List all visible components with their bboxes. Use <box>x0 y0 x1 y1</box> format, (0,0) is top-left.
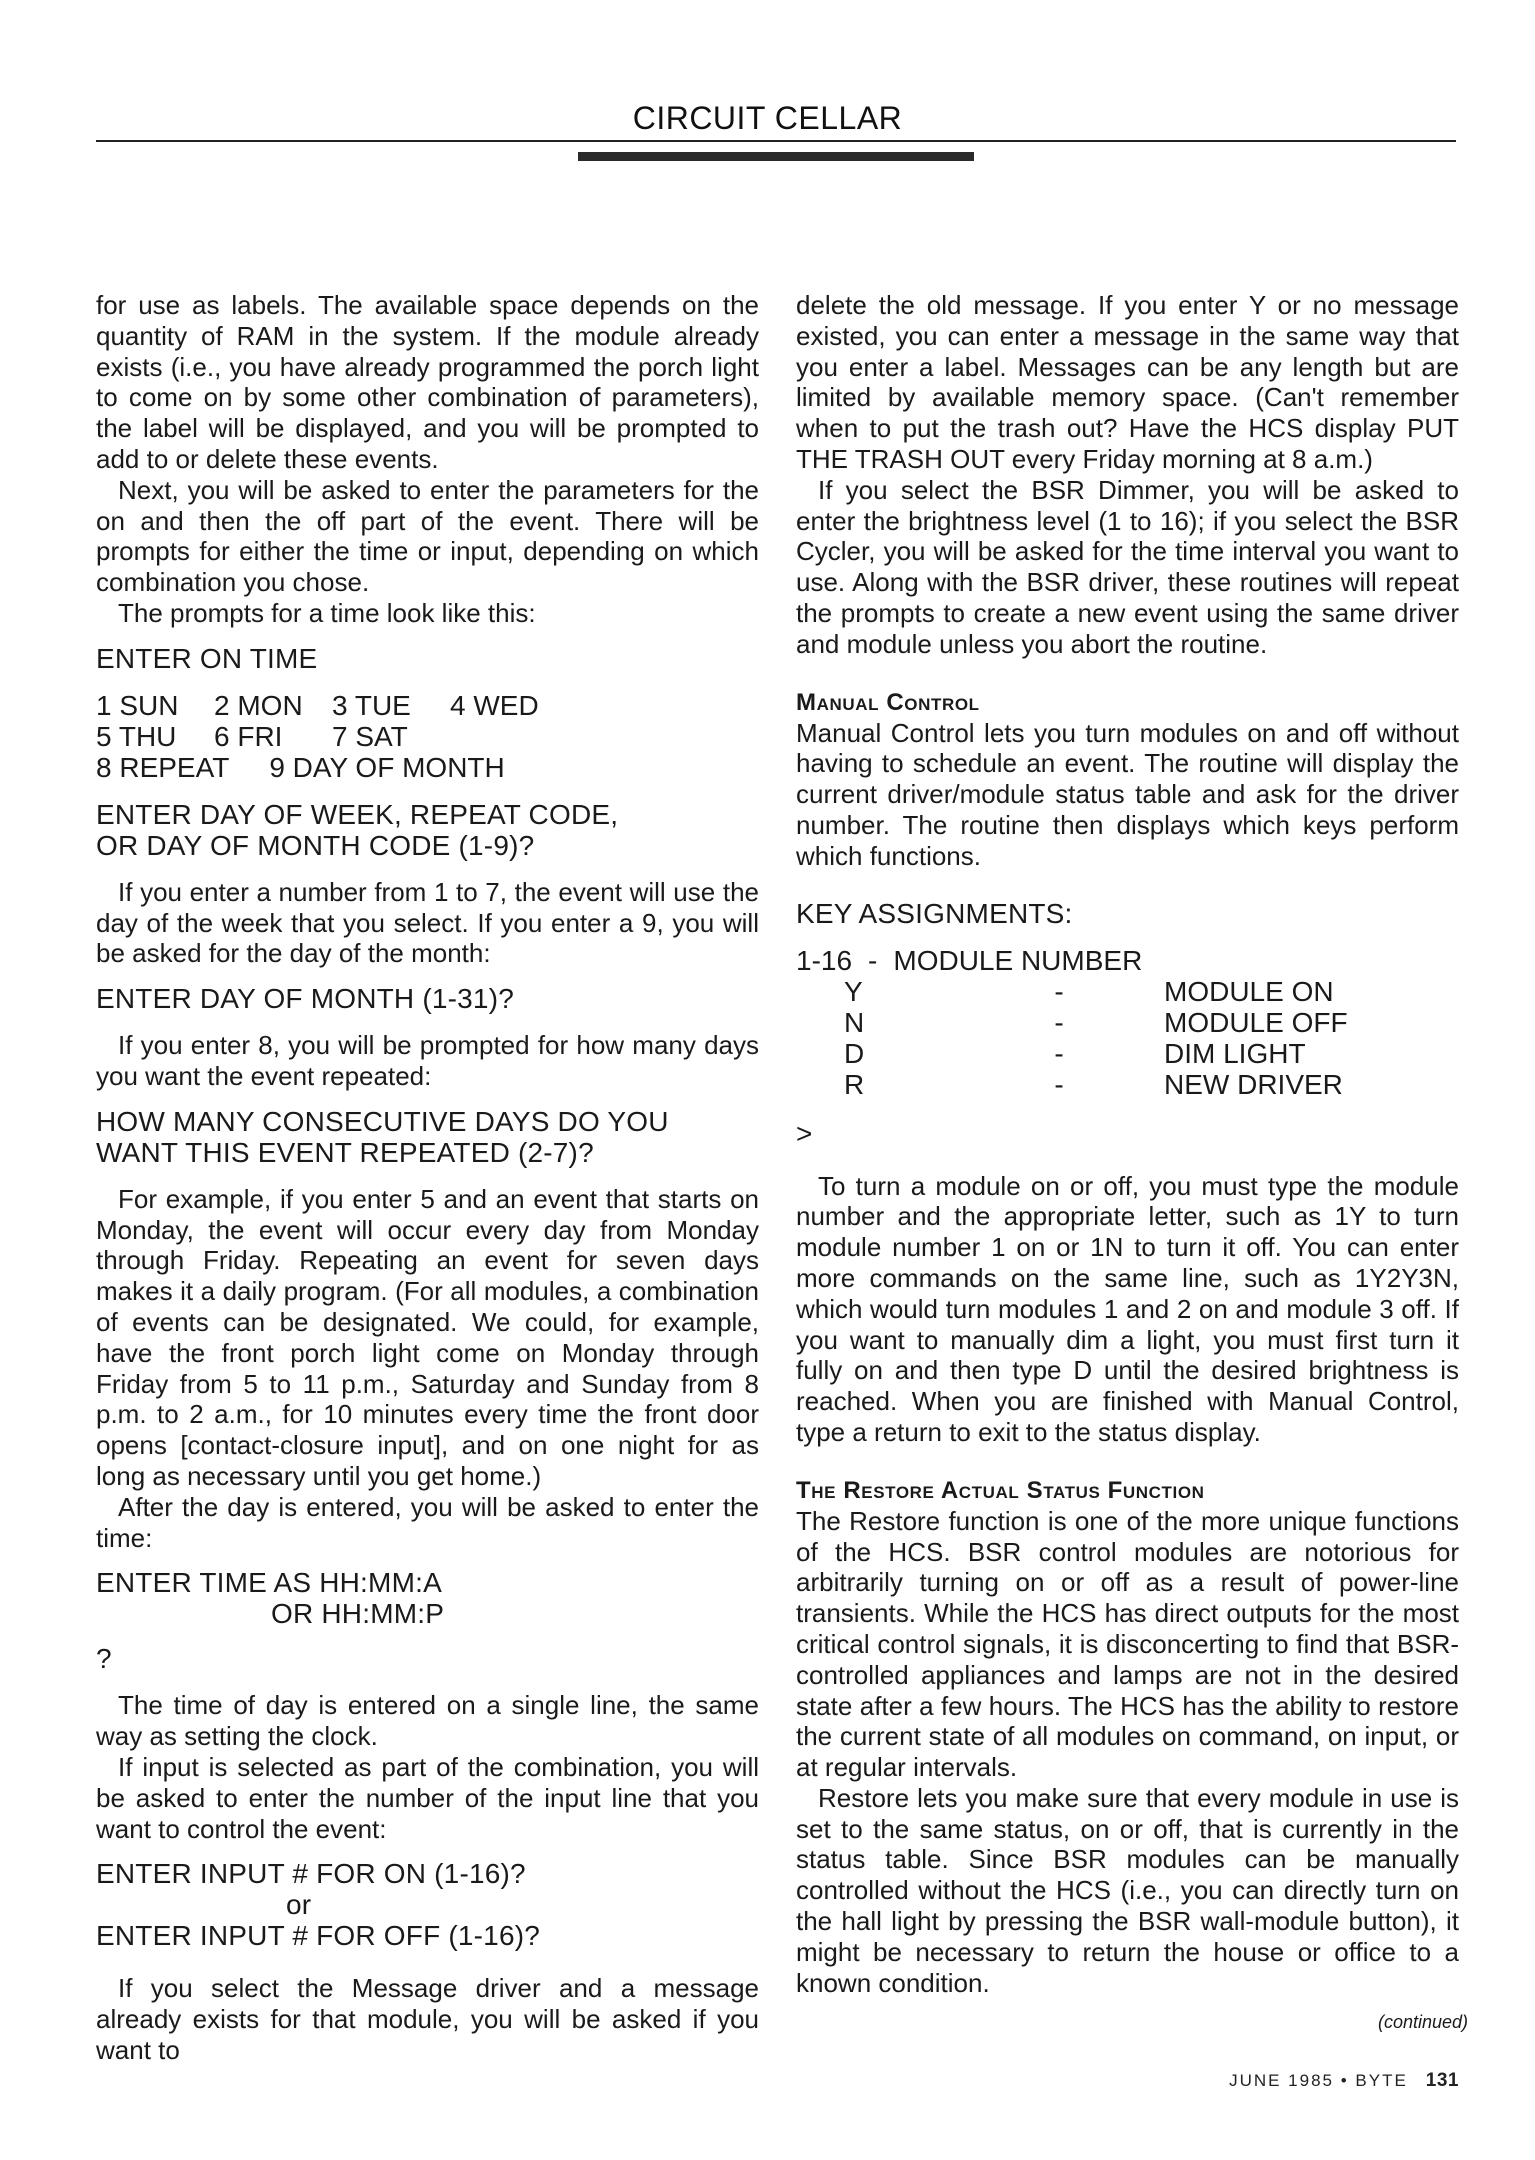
issue-line: JUNE 1985 • BYTE <box>1229 2071 1408 2090</box>
paragraph: For example, if you enter 5 and an event that starts on Monday, the event will occur every day from Monday through Friday. Repeating an event for seven days makes it a daily program. (For all modules, a combination of events can be designated. We could, for example, have the front porch light come on Monday through Friday from 5 to 11 p.m., Saturday and Sunday from 8 p.m. to 2 a.m., for 10 minutes every time the front door opens [contact-closure input], and on one night for as long as necessary until you get home.) <box>96 1183 759 1491</box>
paragraph: If you select the BSR Dimmer, you will be asked to enter the brightness level (1 to 16); if you select the BSR Cycler, you will be asked for the time interval you want to use. Along with the BSR driver, these routines will repeat the prompts to create a new event using the same driver and module unless you abort the routine. <box>796 474 1459 659</box>
day-option: 7 SAT <box>332 720 408 752</box>
header-rule <box>96 140 1456 142</box>
paragraph: The time of day is entered on a single line, the same way as setting the clock. <box>96 1690 759 1752</box>
prompt-day-of-month: ENTER DAY OF MONTH (1-31)? <box>96 983 514 1015</box>
day-option: 1 SUN <box>96 689 179 721</box>
paragraph: Next, you will be asked to enter the parameters for the on and then the off part of the event. There will be prompts for either the time or input, depending on which combination you chose. <box>96 474 759 598</box>
day-option: 2 MON <box>214 689 303 721</box>
paragraph: Restore lets you make sure that every module in use is set to the same status, on or off, that is currently in the status table. Since BSR modules can be manually controlled without the HCS (i.e., you can directly turn on the hall light by pressing the BSR wall-module button), it might be necessary to return the house or office to a known condition. <box>796 1782 1459 1998</box>
key-row: D - DIM LIGHT <box>844 1037 1306 1069</box>
header-bar <box>578 152 974 161</box>
paragraph: Manual Control lets you turn modules on and off without having to schedule an event. The routine will display the current driver/module status table and ask for the driver number. The routine then displays which keys perform which functions. <box>796 717 1459 871</box>
paragraph: delete the old message. If you enter Y or no message existed, you can enter a message in the same way that you enter a label. Messages can be any length but are limited by available memory space. (Can't remember when to put the trash out? Have the HCS display PUT THE TRASH OUT every Friday morning at 8 a.m.) <box>796 290 1459 474</box>
section-heading: The Restore Actual Status Function <box>796 1476 1205 1504</box>
command-prompt: > <box>796 1117 813 1149</box>
day-option: 5 THU <box>96 720 177 752</box>
day-option: 6 FRI <box>214 720 283 752</box>
left-column <box>96 290 759 2066</box>
paragraph: for use as labels. The available space depends on the quantity of RAM in the system. If the module already exists (i.e., you have already programmed the porch light to come on by some other combination of parameters), the label will be displayed, and you will be prompted to add to or delete these events. <box>96 290 759 474</box>
page-number: 131 <box>1425 2070 1459 2091</box>
prompt-input: ENTER INPUT # FOR ON (1-16)? or ENTER INPUT # FOR OFF (1-16)? <box>96 1858 541 1952</box>
continued-note: (continued) <box>1378 2012 1469 2032</box>
page-footer <box>1229 2070 1459 2092</box>
prompt-on-time: ENTER ON TIME <box>96 642 318 674</box>
right-column <box>796 290 1459 1998</box>
key-row: Y - MODULE ON <box>844 975 1334 1007</box>
paragraph: After the day is entered, you will be asked to enter the time: <box>96 1491 759 1553</box>
prompt-day-of-week: ENTER DAY OF WEEK, REPEAT CODE, OR DAY OF MONTH CODE (1-9)? <box>96 798 619 861</box>
key-row: N - MODULE OFF <box>844 1006 1348 1038</box>
key-assignments-table <box>796 945 1459 1149</box>
running-header: CIRCUIT CELLAR <box>632 100 903 136</box>
paragraph: If you select the Message driver and a message already exists for that module, you will be asked if you want to <box>96 1973 759 2065</box>
section-heading: Manual Control <box>796 688 980 716</box>
paragraph: The Restore function is one of the more unique functions of the HCS. BSR control modules are notorious for arbitrarily turning on or off as a result of power-line transients. While the HCS has direct outputs for the most critical control signals, it is disconcerting to find that BSR-controlled appliances and lamps are not in the desired state after a few hours. The HCS has the ability to restore the current state of all modules on command, on input, or at regular intervals. <box>796 1505 1459 1783</box>
day-option: 3 TUE <box>332 689 411 721</box>
repeat-option: 8 REPEAT <box>96 751 230 783</box>
prompt-time: ENTER TIME AS HH:MM:A OR HH:MM:P ? <box>96 1567 445 1675</box>
day-of-month-option: 9 DAY OF MONTH <box>269 751 505 783</box>
paragraph: If you enter 8, you will be prompted for how many days you want the event repeated: <box>96 1030 759 1091</box>
paragraph: To turn a module on or off, you must type the module number and the appropriate letter, such as 1Y to turn module number 1 on or 1N to turn it off. You can enter more commands on the same line, such as 1Y2Y3N, which would turn modules 1 and 2 on and module 3 off. If you want to manually dim a light, you must first turn it fully on and then type D until the desired brightness is reached. When you are finished with Manual Control, type a return to exit to the status display. <box>796 1170 1459 1447</box>
key-range-row: 1-16 - MODULE NUMBER <box>796 944 1143 976</box>
key-row: R - NEW DRIVER <box>844 1068 1343 1100</box>
prompt-repeat: HOW MANY CONSECUTIVE DAYS DO YOU WANT THIS EVENT REPEATED (2-7)? <box>96 1105 669 1168</box>
day-option: 4 WED <box>450 689 539 721</box>
paragraph: If input is selected as part of the combination, you will be asked to enter the number of the input line that you want to control the event: <box>96 1751 759 1844</box>
day-menu <box>96 690 759 783</box>
key-assignments-title: KEY ASSIGNMENTS: <box>796 897 1073 929</box>
paragraph: The prompts for a time look like this: <box>118 597 536 628</box>
paragraph: If you enter a number from 1 to 7, the event will use the day of the week that you select. If you enter a 9, you will be asked for the day of the month: <box>96 876 759 969</box>
